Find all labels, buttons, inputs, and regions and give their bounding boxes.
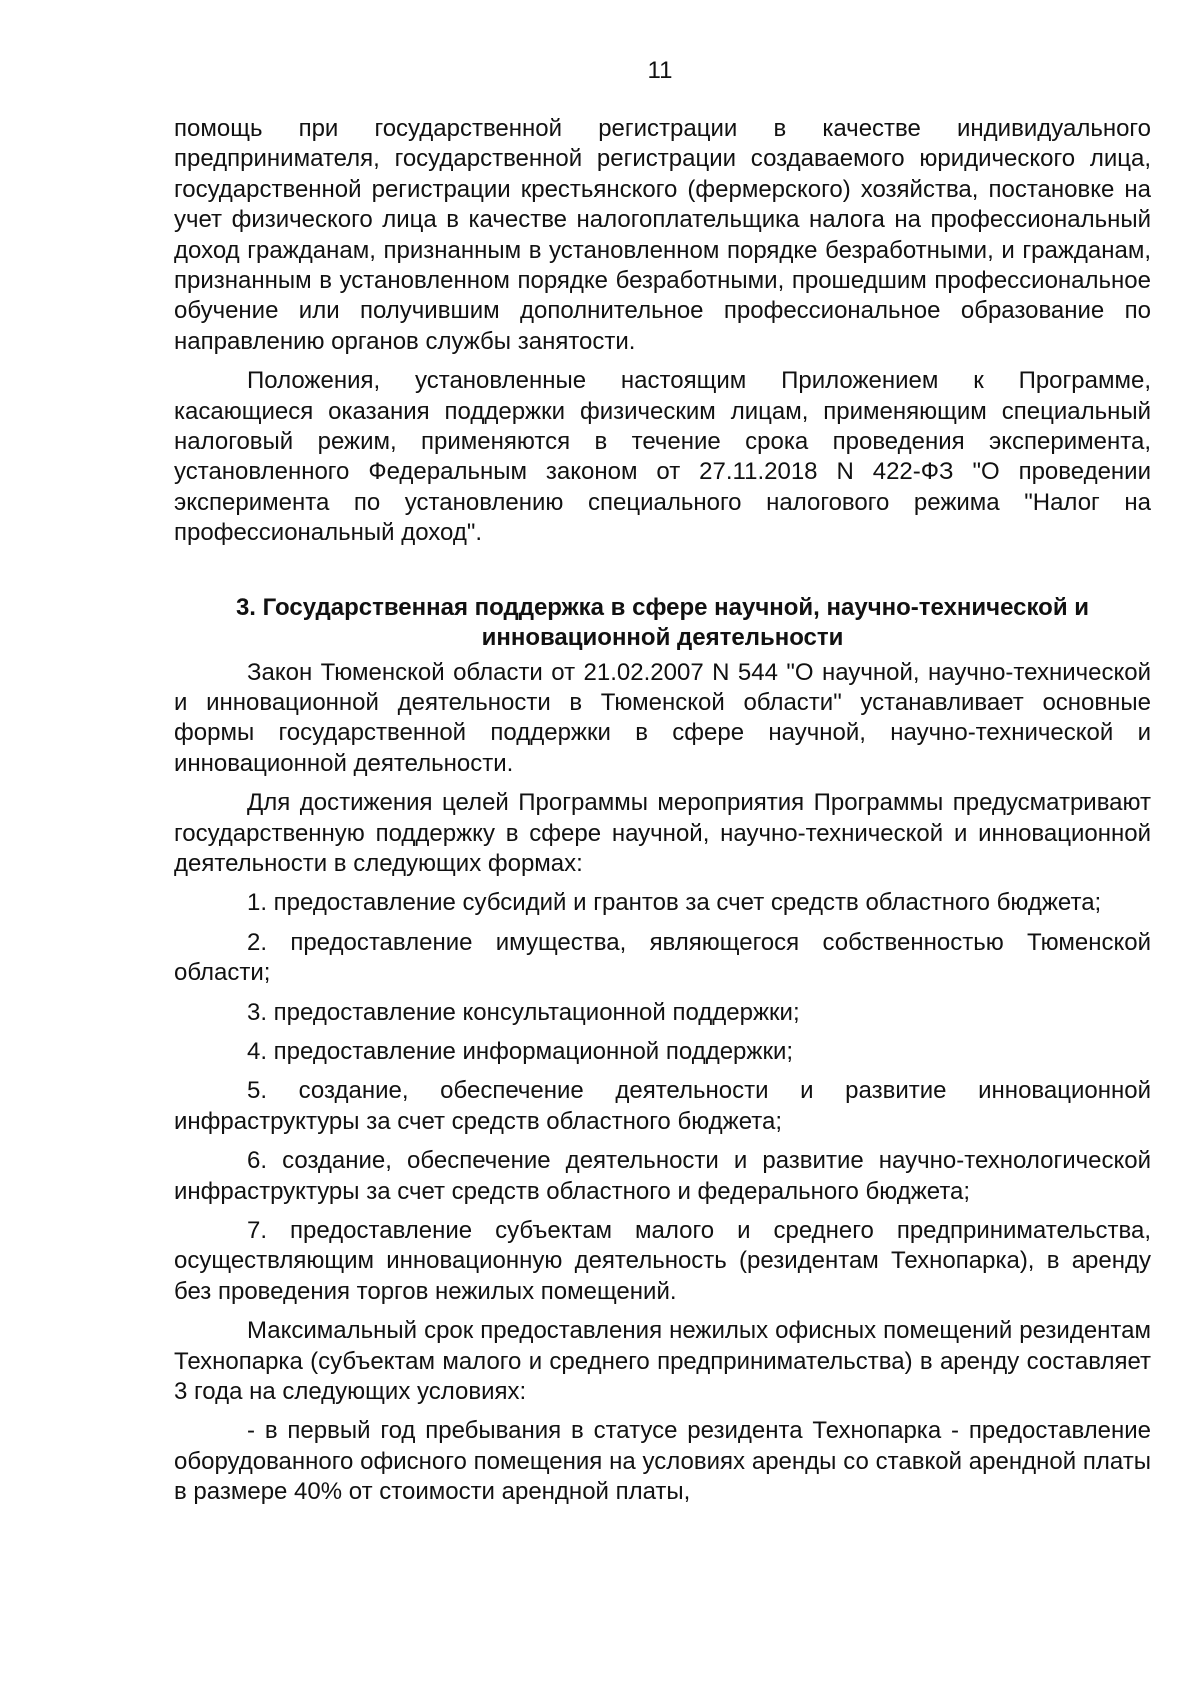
list-item: 3. предоставление консультационной поддержки;: [247, 998, 800, 1026]
document-body: [174, 114, 1151, 1508]
paragraph-registration-help: помощь при государственной регистрации в качестве индивидуального предпринимателя, государственной регистрации создаваемого юридического лица, государственной регистрации крестьянского (фермерского) хозяйства, постановке на учет физического лица в качестве налогоплательщика налога на профессиональный доход гражданам, признанным в установленном порядке безработными, и гражданам, признанным в установленном порядке безработными, прошедшим профессиональное обучение или получившим дополнительное профессиональное образование по направлению органов службы занятости.: [174, 115, 1151, 355]
section-3-heading: 3. Государственная поддержка в сфере научной, научно-технической и инновационной деятельности: [235, 593, 1090, 652]
paragraph-forms-intro: Для достижения целей Программы мероприятия Программы предусматривают государственную поддержку в сфере научной, научно-технической и инновационной деятельности в следующих формах:: [174, 789, 1151, 877]
list-item: 1. предоставление субсидий и грантов за счет средств областного бюджета;: [247, 889, 1102, 917]
list-item: 7. предоставление субъектам малого и среднего предпринимательства, осуществляющим инновационную деятельность (резидентам Технопарка), в аренду без проведения торгов нежилых помещений.: [174, 1217, 1151, 1305]
paragraph-provisions: Положения, установленные настоящим Приложением к Программе, касающиеся оказания поддержки физическим лицам, применяющим специальный налоговый режим, применяются в течение срока проведения эксперимента, установленного Федеральным законом от 27.11.2018 N 422-ФЗ "О проведении эксперимента по установлению специального налогового режима "Налог на профессиональный доход".: [174, 367, 1151, 547]
page-number: 11: [647, 57, 673, 84]
list-item: 2. предоставление имущества, являющегося собственностью Тюменской области;: [174, 928, 1151, 987]
paragraph-law: Закон Тюменской области от 21.02.2007 N 544 "О научной, научно-технической и инновационной деятельности в Тюменской области" устанавливает основные формы государственной поддержки в сфере научной, научно-технической и инновационной деятельности.: [174, 658, 1151, 777]
list-item: 4. предоставление информационной поддержки;: [247, 1037, 794, 1065]
paragraph-first-year: - в первый год пребывания в статусе резидента Технопарка - предоставление оборудованного офисного помещения на условиях аренды со ставкой арендной платы в размере 40% от стоимости арендной платы,: [174, 1417, 1151, 1506]
list-item: 5. создание, обеспечение деятельности и развитие инновационной инфраструктуры за счет средств областного бюджета;: [174, 1077, 1151, 1135]
paragraph-max-term: Максимальный срок предоставления нежилых офисных помещений резидентам Технопарка (субъектам малого и среднего предпринимательства) в аренду составляет 3 года на следующих условиях:: [174, 1317, 1151, 1406]
list-item: 6. создание, обеспечение деятельности и развитие научно-технологической инфраструктуры за счет средств областного и федерального бюджета;: [174, 1147, 1151, 1205]
